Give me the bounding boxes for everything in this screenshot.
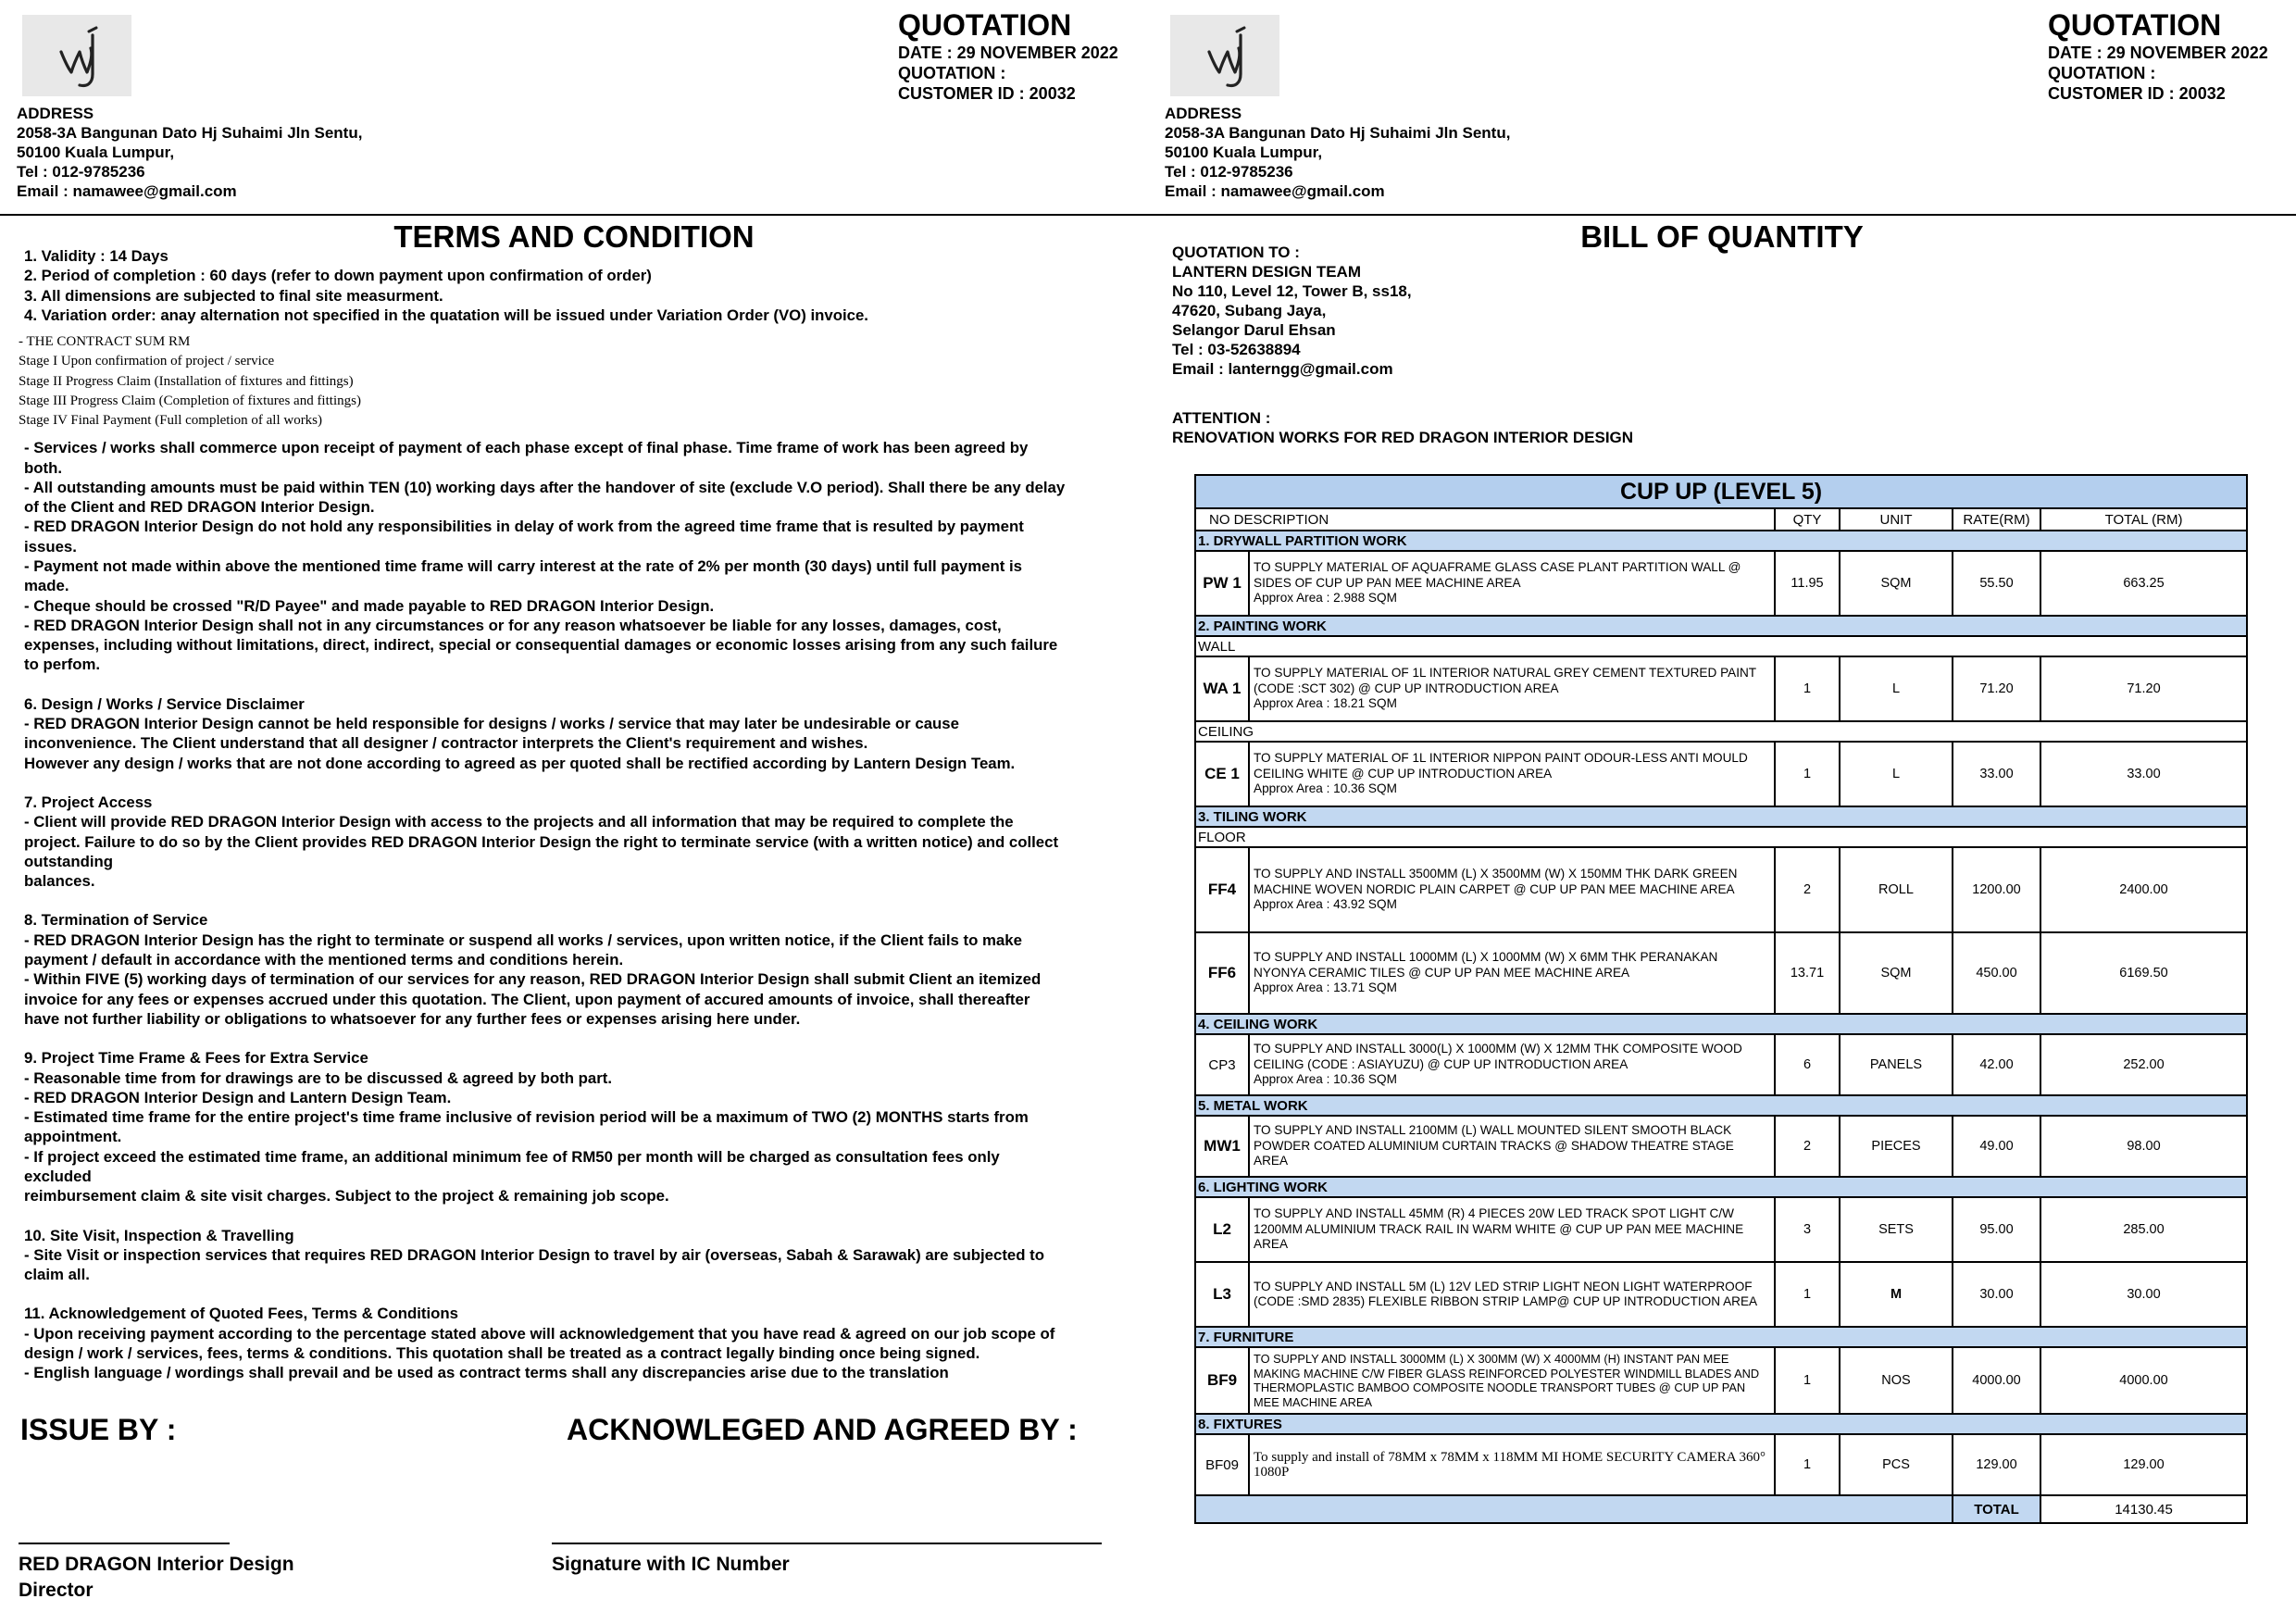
item-description: [1249, 656, 1775, 721]
term-line: - If project exceed the estimated time frame, an additional minimum fee of RM50 per month will be charged as consultation fees only: [24, 1147, 1000, 1166]
item-unit: SQM: [1840, 551, 1953, 616]
contract-stage: Stage I Upon confirmation of project / service: [19, 354, 275, 369]
table-row: [1195, 551, 2247, 616]
table-row: [1195, 1116, 2247, 1177]
term-line: - Cheque should be crossed "R/D Payee" and made payable to RED DRAGON Interior Design.: [24, 596, 715, 615]
wj-logo-icon: [1170, 15, 1279, 96]
company-address: [1165, 104, 1510, 201]
item-qty: 11.95: [1775, 551, 1840, 616]
term-line: outstanding: [24, 852, 114, 870]
terms-title: TERMS AND CONDITION: [393, 219, 755, 254]
item-total: 33.00: [2040, 742, 2247, 806]
client-signature-label: Signature with IC Number: [552, 1554, 790, 1575]
client-name: LANTERN DESIGN TEAM: [1172, 263, 1361, 281]
header-rule: [0, 214, 1148, 216]
quotation-title: QUOTATION: [898, 8, 1072, 42]
term-line: invoice for any fees or expenses accrued under this quotation. The Client, upon payment of accured amounts of invoice, shall thereafter: [24, 990, 1030, 1008]
total-value: 14130.45: [2040, 1495, 2247, 1523]
term-heading: 9. Project Time Frame & Fees for Extra Service: [24, 1049, 368, 1068]
item-total: 71.20: [2040, 656, 2247, 721]
term-line: 3. All dimensions are subjected to final site measurment.: [24, 286, 443, 305]
item-rate: 55.50: [1953, 551, 2040, 616]
item-unit: L: [1840, 742, 1953, 806]
item-rate: 33.00: [1953, 742, 2040, 806]
item-desc-text: TO SUPPLY AND INSTALL 1000MM (L) X 1000MM (W) X 6MM THK PERANAKAN NYONYA CERAMIC TILES @ CUP UP PAN MEE MACHINE AREA: [1254, 950, 1718, 980]
col-unit: UNIT: [1840, 508, 1953, 531]
term-line: - English language / wordings shall prevail and be used as contract terms shall any discrepancies arise due to the translation: [24, 1364, 949, 1382]
item-approx-area: Approx Area : 43.92 SQM: [1254, 897, 1397, 912]
item-description: TO SUPPLY AND INSTALL 3000MM (L) X 300MM (W) X 4000MM (H) INSTANT PAN MEE MAKING MACHINE C/W FIBER GLASS REINFORCED POLYESTER WINDMILL BLADES AND THERMOPLASTIC BAMBOO COMPOSITE NOODLE TRANSPORT TUBES @ CUP UP PAN MEE MACHINE AREA: [1249, 1347, 1775, 1414]
company-tel: Tel : 012-9785236: [1165, 163, 1293, 181]
item-qty: 1: [1775, 1347, 1840, 1414]
item-description: [1249, 1034, 1775, 1095]
col-total: TOTAL (RM): [2040, 508, 2247, 531]
subcategory-row: CEILING: [1195, 721, 2247, 742]
client-address-line: No 110, Level 12, Tower B, ss18,: [1172, 282, 1412, 300]
header-rule: [1148, 214, 2296, 216]
issuer-role: Director: [19, 1580, 94, 1601]
term-line: to perfom.: [24, 656, 101, 674]
issuer-company: RED DRAGON Interior Design: [19, 1554, 294, 1575]
term-line: - Site Visit or inspection services that requires RED DRAGON Interior Design to travel by air (overseas, Sabah & Sarawak) are subjected to: [24, 1245, 1045, 1264]
term-line: inconvenience. The Client understand that all designer / contractor interprets the Client's requirement and wishes.: [24, 734, 868, 753]
issuer-signature-line[interactable]: [19, 1543, 230, 1544]
item-desc-text: TO SUPPLY AND INSTALL 3000(L) X 1000MM (W) X 12MM THK COMPOSITE WOOD CEILING (CODE : ASIAYUZU) @ CUP UP INTRODUCTION AREA: [1254, 1042, 1742, 1071]
total-label: TOTAL: [1953, 1495, 2040, 1523]
quotation-to-block: [1172, 243, 1412, 379]
term-line: project. Failure to do so by the Client provides RED DRAGON Interior Design the right to terminate service (with a written notice) and collect: [24, 832, 1059, 851]
item-qty: 1: [1775, 1262, 1840, 1327]
item-qty: 1: [1775, 656, 1840, 721]
term-line: - Services / works shall commerce upon receipt of payment of each phase except of final phase. Time frame of work has been agreed by: [24, 439, 1029, 457]
item-description: [1249, 742, 1775, 806]
term-line: - RED DRAGON Interior Design shall not in any circumstances or for any reason whatsoever be liable for any losses, damages, cost,: [24, 616, 1002, 634]
total-row: [1195, 1495, 2247, 1523]
item-qty: 3: [1775, 1197, 1840, 1262]
company-tel: Tel : 012-9785236: [17, 163, 145, 181]
col-qty: QTY: [1775, 508, 1840, 531]
item-rate: 95.00: [1953, 1197, 2040, 1262]
item-rate: 30.00: [1953, 1262, 2040, 1327]
quotation-date: DATE : 29 NOVEMBER 2022: [898, 44, 1118, 62]
term-line: - Estimated time frame for the entire project's time frame inclusive of revision period will be a maximum of TWO (2) MONTHS starts from: [24, 1108, 1029, 1127]
table-row: [1195, 1434, 2247, 1495]
attention-text: RENOVATION WORKS FOR RED DRAGON INTERIOR DESIGN: [1172, 429, 1634, 446]
term-line: - RED DRAGON Interior Design cannot be held responsible for designs / works / service that may later be undesirable or cause: [24, 715, 959, 733]
item-approx-area: Approx Area : 10.36 SQM: [1254, 781, 1397, 796]
quotation-header: [898, 7, 1118, 104]
boq-table: [1194, 474, 2248, 1524]
item-rate: 71.20: [1953, 656, 2040, 721]
term-line: design / work / services, fees, terms & conditions. This quotation shall be treated as a contract legally binding once being signed.: [24, 1344, 980, 1363]
item-unit: PIECES: [1840, 1116, 1953, 1177]
item-no: PW 1: [1195, 551, 1249, 616]
item-total: 2400.00: [2040, 847, 2247, 932]
term-line: - RED DRAGON Interior Design has the right to terminate or suspend all works / services, upon written notice, if the Client fails to make: [24, 931, 1022, 949]
address-line: 50100 Kuala Lumpur,: [1165, 144, 1323, 161]
term-line: of the Client and RED DRAGON Interior Design.: [24, 498, 375, 517]
item-qty: 1: [1775, 742, 1840, 806]
table-row: [1195, 932, 2247, 1014]
item-total: 98.00: [2040, 1116, 2247, 1177]
item-no: WA 1: [1195, 656, 1249, 721]
address-label: ADDRESS: [17, 105, 94, 122]
table-row: [1195, 1262, 2247, 1327]
address-label: ADDRESS: [1165, 105, 1242, 122]
item-description: [1249, 932, 1775, 1014]
item-total: 4000.00: [2040, 1347, 2247, 1414]
item-rate: 450.00: [1953, 932, 2040, 1014]
item-description: TO SUPPLY AND INSTALL 45MM (R) 4 PIECES 20W LED TRACK SPOT LIGHT C/W 1200MM ALUMINIUM TRACK RAIL IN WARM WHITE @ CUP UP PAN MEE MACHINE AREA: [1249, 1197, 1775, 1262]
term-line: issues.: [24, 537, 77, 556]
quotation-number: QUOTATION :: [2048, 64, 2156, 82]
term-heading: 6. Design / Works / Service Disclaimer: [24, 694, 305, 713]
term-line: payment / default in accordance with the mentioned terms and conditions herein.: [24, 951, 624, 969]
table-row: [1195, 847, 2247, 932]
item-description: TO SUPPLY AND INSTALL 2100MM (L) WALL MOUNTED SILENT SMOOTH BLACK POWDER COATED ALUMINIUM CURTAIN TRACKS @ SHADOW THEATRE STAGE AREA: [1249, 1116, 1775, 1177]
customer-id: CUSTOMER ID : 20032: [2048, 84, 2226, 103]
item-approx-area: Approx Area : 13.71 SQM: [1254, 981, 1397, 995]
category-row: 3. TILING WORK: [1195, 806, 2247, 827]
term-line: both.: [24, 458, 63, 477]
boq-page: [1148, 0, 2296, 1624]
customer-id: CUSTOMER ID : 20032: [898, 84, 1076, 103]
item-qty: 2: [1775, 847, 1840, 932]
issue-by-heading: ISSUE BY :: [20, 1413, 177, 1446]
term-line: 4. Variation order: anay alternation not specified in the quatation will be issued under Variation Order (VO) invoice.: [24, 306, 868, 324]
item-desc-text: TO SUPPLY MATERIAL OF 1L INTERIOR NATURAL GREY CEMENT TEXTURED PAINT (CODE :SCT 302) @ CUP UP INTRODUCTION AREA: [1254, 666, 1756, 695]
item-unit: SQM: [1840, 932, 1953, 1014]
term-line: 1. Validity : 14 Days: [24, 247, 168, 265]
client-email: Email : lanterngg@gmail.com: [1172, 360, 1393, 378]
contract-stage: Stage IV Final Payment (Full completion of all works): [19, 413, 323, 428]
item-rate: 129.00: [1953, 1434, 2040, 1495]
client-tel: Tel : 03-52638894: [1172, 341, 1301, 358]
company-email: Email : namawee@gmail.com: [17, 182, 237, 200]
category-row: 4. CEILING WORK: [1195, 1014, 2247, 1034]
item-total: 285.00: [2040, 1197, 2247, 1262]
quotation-title: QUOTATION: [2048, 8, 2222, 42]
item-unit: M: [1840, 1262, 1953, 1327]
item-unit: PANELS: [1840, 1034, 1953, 1095]
contract-sum-line: - THE CONTRACT SUM RM: [19, 334, 191, 350]
term-line: 2. Period of completion : 60 days (refer to down payment upon confirmation of order): [24, 267, 652, 285]
contract-stage: Stage II Progress Claim (Installation of fixtures and fittings): [19, 373, 354, 389]
table-row: [1195, 1034, 2247, 1095]
item-desc-text: TO SUPPLY MATERIAL OF AQUAFRAME GLASS CASE PLANT PARTITION WALL @ SIDES OF CUP UP PAN MEE MACHINE AREA: [1254, 560, 1741, 590]
table-row: [1195, 656, 2247, 721]
item-qty: 13.71: [1775, 932, 1840, 1014]
term-line: balances.: [24, 872, 95, 891]
term-heading: 11. Acknowledgement of Quoted Fees, Terms & Conditions: [24, 1305, 459, 1323]
item-qty: 2: [1775, 1116, 1840, 1177]
address-line: 2058-3A Bangunan Dato Hj Suhaimi Jln Sentu,: [17, 124, 363, 142]
term-line: expenses, including without limitations, direct, indirect, special or consequential damages or economic losses arising from any such failure: [24, 636, 1058, 655]
term-line: reimbursement claim & site visit charges. Subject to the project & remaining job scope.: [24, 1187, 669, 1206]
item-approx-area: Approx Area : 10.36 SQM: [1254, 1072, 1397, 1087]
item-no: CE 1: [1195, 742, 1249, 806]
table-row: [1195, 742, 2247, 806]
item-rate: 42.00: [1953, 1034, 2040, 1095]
item-total: 252.00: [2040, 1034, 2247, 1095]
quotation-header: [2048, 7, 2268, 104]
term-line: - Client will provide RED DRAGON Interior Design with access to the projects and all information that may be required to complete the: [24, 813, 1014, 831]
item-approx-area: Approx Area : 18.21 SQM: [1254, 696, 1397, 711]
term-line: - RED DRAGON Interior Design do not hold any responsibilities in delay of work from the agreed time frame that is resulted by payment: [24, 518, 1024, 536]
item-rate: 1200.00: [1953, 847, 2040, 932]
term-line: - Reasonable time from for drawings are to be discussed & agreed by both part.: [24, 1068, 613, 1087]
quotation-date: DATE : 29 NOVEMBER 2022: [2048, 44, 2268, 62]
issuer-block: [19, 1552, 294, 1604]
table-row: [1195, 1197, 2247, 1262]
item-approx-area: Approx Area : 2.988 SQM: [1254, 591, 1397, 606]
item-unit: NOS: [1840, 1347, 1953, 1414]
client-signature-line[interactable]: [552, 1543, 1102, 1544]
item-rate: 49.00: [1953, 1116, 2040, 1177]
quotation-number: QUOTATION :: [898, 64, 1006, 82]
item-total: 663.25: [2040, 551, 2247, 616]
item-total: 30.00: [2040, 1262, 2247, 1327]
item-total: 6169.50: [2040, 932, 2247, 1014]
client-address-line: 47620, Subang Jaya,: [1172, 302, 1327, 319]
table-header-row: [1195, 508, 2247, 531]
boq-title: BILL OF QUANTITY: [1580, 219, 1864, 254]
item-description: TO SUPPLY AND INSTALL 5M (L) 12V LED STRIP LIGHT NEON LIGHT WATERPROOF (CODE :SMD 2835) FLEXIBLE RIBBON STRIP LAMP@ CUP UP INTRODUCTION AREA: [1249, 1262, 1775, 1327]
item-unit: ROLL: [1840, 847, 1953, 932]
category-row: 7. FURNITURE: [1195, 1327, 2247, 1347]
item-rate: 4000.00: [1953, 1347, 2040, 1414]
quotation-to-label: QUOTATION TO :: [1172, 244, 1300, 261]
item-unit: L: [1840, 656, 1953, 721]
category-row: 6. LIGHTING WORK: [1195, 1177, 2247, 1197]
col-no-description: NO DESCRIPTION: [1195, 508, 1775, 531]
item-qty: 6: [1775, 1034, 1840, 1095]
term-line: - All outstanding amounts must be paid within TEN (10) working days after the handover of site (exclude V.O period). Shall there be any delay: [24, 478, 1066, 496]
wj-logo-icon: [22, 15, 131, 96]
item-no: L3: [1195, 1262, 1249, 1327]
item-unit: PCS: [1840, 1434, 1953, 1495]
contract-stage: Stage III Progress Claim (Completion of fixtures and fittings): [19, 393, 361, 408]
term-line: made.: [24, 577, 69, 595]
subcategory-row: FLOOR: [1195, 827, 2247, 847]
attention-label: ATTENTION :: [1172, 409, 1271, 427]
term-line: claim all.: [24, 1266, 90, 1284]
item-qty: 1: [1775, 1434, 1840, 1495]
attention-block: [1172, 408, 1633, 447]
item-desc-text: TO SUPPLY AND INSTALL 3500MM (L) X 3500MM (W) X 150MM THK DARK GREEN MACHINE WOVEN NORDIC PLAIN CARPET @ CUP UP PAN MEE MACHINE AREA: [1254, 867, 1738, 896]
term-line: have not further liability or obligations to whatsoever for any further fees or expenses arising here under.: [24, 1009, 801, 1028]
table-row: [1195, 1347, 2247, 1414]
col-rate: RATE(RM): [1953, 508, 2040, 531]
item-description: [1249, 847, 1775, 932]
address-line: 50100 Kuala Lumpur,: [17, 144, 175, 161]
item-no: CP3: [1195, 1034, 1249, 1095]
term-line: - Payment not made within above the mentioned time frame will carry interest at the rate of 2% per month (30 days) until full payment is: [24, 556, 1022, 575]
term-line: - Within FIVE (5) working days of termination of our services for any reason, RED DRAGON Interior Design shall submit Client an itemized: [24, 970, 1042, 989]
item-no: FF6: [1195, 932, 1249, 1014]
item-no: L2: [1195, 1197, 1249, 1262]
term-heading: 10. Site Visit, Inspection & Travelling: [24, 1226, 294, 1244]
subcategory-row: WALL: [1195, 636, 2247, 656]
item-unit: SETS: [1840, 1197, 1953, 1262]
table-title: CUP UP (LEVEL 5): [1195, 475, 2247, 508]
term-heading: 7. Project Access: [24, 793, 153, 811]
item-description: [1249, 551, 1775, 616]
category-row: 1. DRYWALL PARTITION WORK: [1195, 531, 2247, 551]
item-no: BF09: [1195, 1434, 1249, 1495]
item-description: To supply and install of 78MM x 78MM x 118MM MI HOME SECURITY CAMERA 360° 1080P: [1249, 1434, 1775, 1495]
term-line: - RED DRAGON Interior Design and Lantern Design Team.: [24, 1088, 452, 1106]
term-line: - Upon receiving payment according to the percentage stated above will acknowledgement that you have read & agreed on our job scope of: [24, 1324, 1055, 1343]
category-row: 2. PAINTING WORK: [1195, 616, 2247, 636]
acknowledged-heading: ACKNOWLEGED AND AGREED BY :: [567, 1413, 1078, 1446]
item-desc-text: TO SUPPLY MATERIAL OF 1L INTERIOR NIPPON PAINT ODOUR-LESS ANTI MOULD CEILING WHITE @ CUP UP INTRODUCTION AREA: [1254, 751, 1748, 781]
category-row: 8. FIXTURES: [1195, 1414, 2247, 1434]
category-row: 5. METAL WORK: [1195, 1095, 2247, 1116]
company-address: [17, 104, 362, 201]
company-email: Email : namawee@gmail.com: [1165, 182, 1385, 200]
item-total: 129.00: [2040, 1434, 2247, 1495]
terms-body: [19, 246, 1135, 1383]
address-line: 2058-3A Bangunan Dato Hj Suhaimi Jln Sentu,: [1165, 124, 1511, 142]
term-line: However any design / works that are not done according to agreed as per quoted shall be rectified according by Lantern Design Team.: [24, 754, 1016, 772]
item-no: BF9: [1195, 1347, 1249, 1414]
term-heading: 8. Termination of Service: [24, 911, 208, 930]
term-line: appointment.: [24, 1128, 122, 1146]
term-line: excluded: [24, 1168, 92, 1185]
item-no: MW1: [1195, 1116, 1249, 1177]
client-address-line: Selangor Darul Ehsan: [1172, 321, 1336, 339]
item-no: FF4: [1195, 847, 1249, 932]
